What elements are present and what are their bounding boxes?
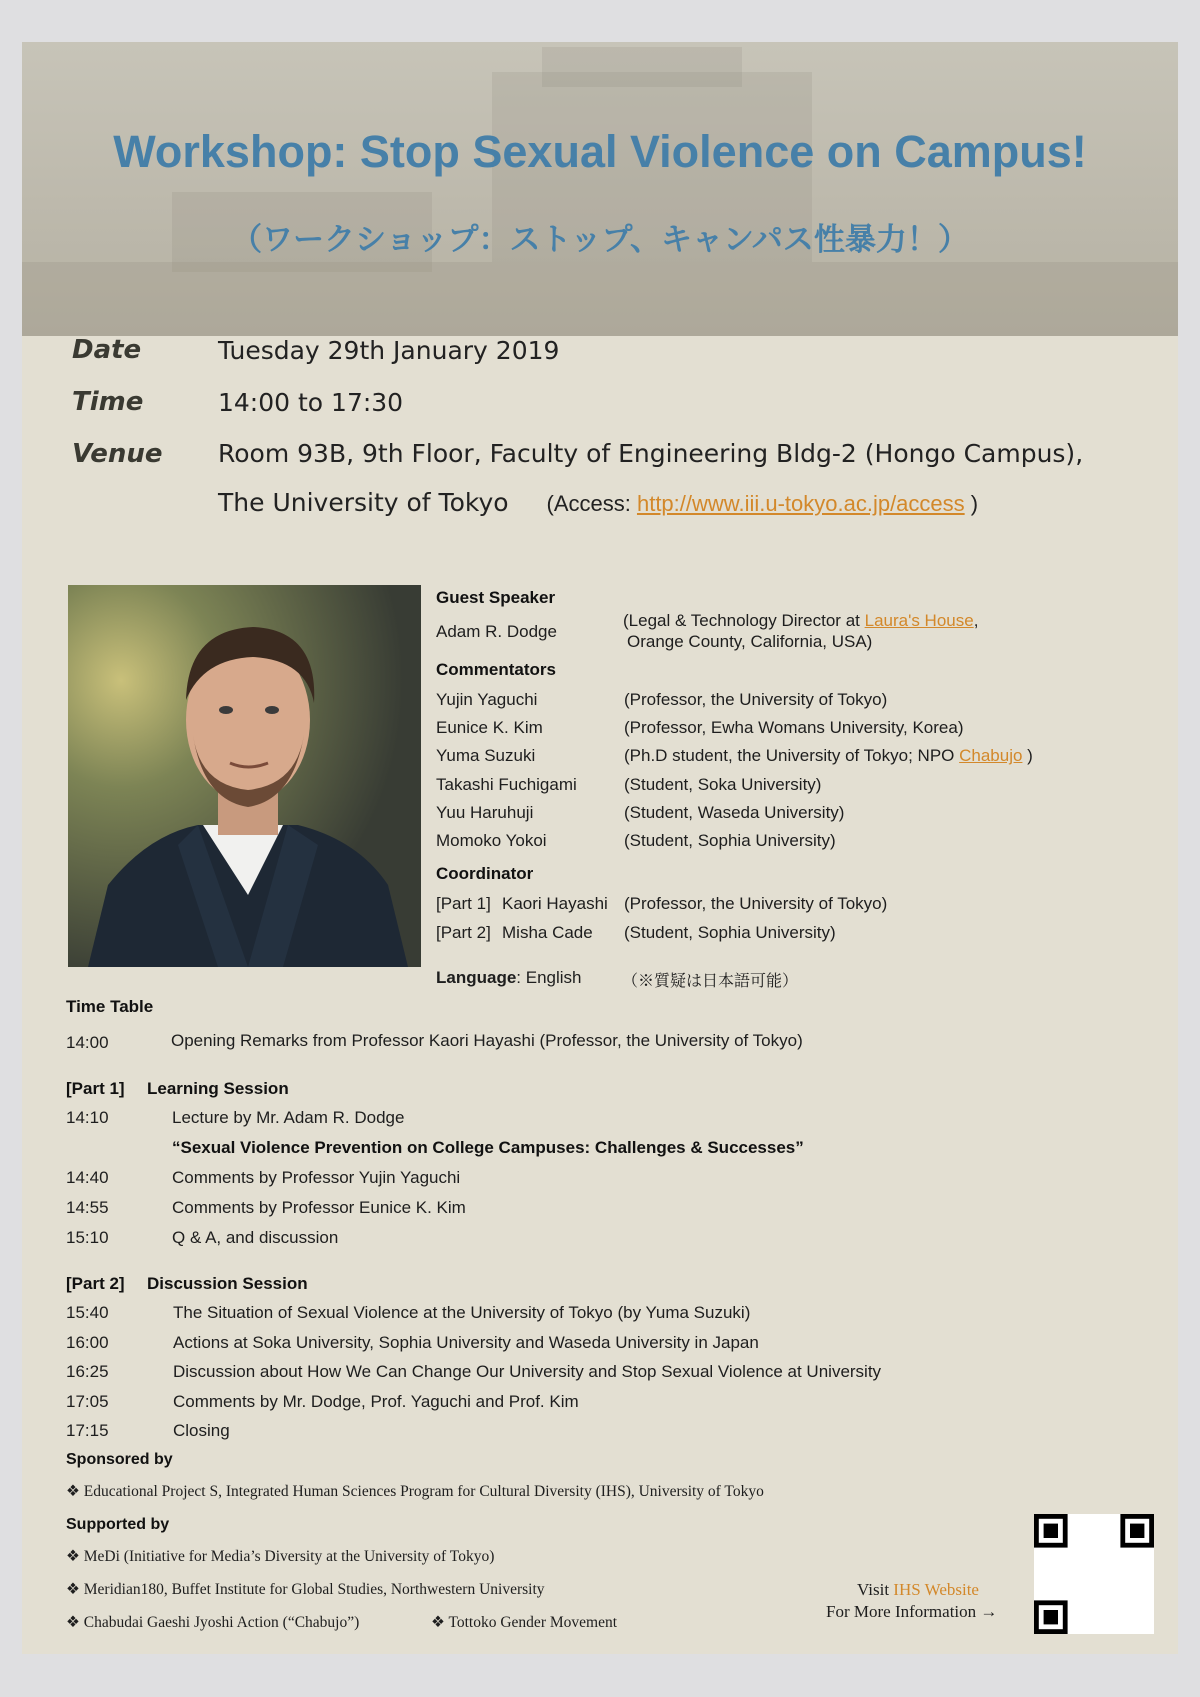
- time-value: 14:00 to 17:30: [218, 388, 404, 417]
- schedule-time: 16:00: [66, 1332, 109, 1352]
- commentators-heading: Commentators: [436, 660, 556, 679]
- lecture-title: “Sexual Violence Prevention on College Campuses: Challenges & Successes”: [172, 1138, 804, 1157]
- coordinator-heading: Coordinator: [436, 864, 534, 883]
- chabujo-link[interactable]: Chabujo: [959, 746, 1023, 766]
- schedule-text: Actions at Soka University, Sophia University and Waseda University in Japan: [173, 1332, 759, 1352]
- coordinator-name: Misha Cade: [502, 922, 593, 942]
- coordinator-role: (Professor, the University of Tokyo): [624, 894, 888, 913]
- time-label: Time: [72, 387, 144, 417]
- access-link[interactable]: http://www.iii.u-tokyo.ac.jp/access: [636, 491, 965, 516]
- language-note: （※質疑は日本語可能）: [622, 973, 799, 990]
- schedule-time: 15:10: [66, 1228, 109, 1247]
- speaker-photo: [68, 585, 421, 967]
- commentator-name: Yuma Suzuki: [436, 746, 536, 766]
- commentator-role: [624, 746, 1033, 766]
- coordinator-role: (Student, Sophia University): [624, 922, 836, 942]
- supported-heading: Supported by: [66, 1516, 170, 1533]
- date-label: Date: [72, 335, 142, 365]
- sponsored-heading: Sponsored by: [66, 1451, 173, 1468]
- guest-speaker-role: [623, 611, 978, 631]
- schedule-text: Lecture by Mr. Adam R. Dodge: [172, 1108, 405, 1127]
- commentator-role-suffix: ): [1022, 746, 1033, 766]
- venue-label: Venue: [72, 439, 163, 469]
- commentator-role: [624, 803, 844, 823]
- supporter-item: ❖ Chabudai Gaeshi Jyoshi Action (“Chabujo”): [66, 1614, 360, 1631]
- commentator-role: [624, 690, 887, 710]
- commentator-role: [624, 831, 836, 851]
- venue-line-2-text: The University of Tokyo: [218, 488, 509, 517]
- opening-text: Opening Remarks from Professor Kaori Hayashi (Professor, the University of Tokyo): [171, 1031, 803, 1050]
- access-suffix: ): [964, 491, 979, 516]
- access-info: [547, 491, 979, 516]
- schedule-text: Comments by Mr. Dodge, Prof. Yaguchi and Prof. Kim: [173, 1391, 579, 1411]
- supporter-item: ❖ Tottoko Gender Movement: [431, 1614, 618, 1631]
- poster: [22, 42, 1178, 1654]
- more-info-text: For More Information →: [826, 1602, 998, 1621]
- venue-line-2: [218, 488, 978, 517]
- coordinator-part: [Part 2]: [436, 922, 491, 942]
- schedule-text: Comments by Professor Eunice K. Kim: [172, 1198, 466, 1217]
- commentator-name: Momoko Yokoi: [436, 831, 547, 850]
- schedule-text: Comments by Professor Yujin Yaguchi: [172, 1168, 461, 1187]
- commentator-role-text: (Ph.D student, the University of Tokyo; NPO: [624, 746, 960, 766]
- visit-website: [857, 1580, 979, 1600]
- date-value: Tuesday 29th January 2019: [218, 336, 560, 365]
- schedule-time: 14:10: [66, 1108, 109, 1127]
- schedule-time: 15:40: [66, 1303, 109, 1322]
- schedule-time: 17:15: [66, 1421, 109, 1441]
- commentator-name: Yujin Yaguchi: [436, 690, 538, 709]
- commentator-role-text: (Student, Soka University): [624, 774, 822, 794]
- commentator-name: Takashi Fuchigami: [436, 774, 577, 794]
- ihs-website-link[interactable]: IHS Website: [893, 1580, 979, 1599]
- schedule-time: 14:40: [66, 1168, 109, 1187]
- guest-role-prefix: (Legal & Technology Director at: [623, 611, 865, 630]
- lauras-house-link[interactable]: Laura's House: [864, 611, 974, 630]
- commentator-role-text: (Professor, the University of Tokyo): [624, 690, 888, 709]
- timetable-heading: Time Table: [66, 997, 154, 1016]
- commentator-role-text: (Student, Sophia University): [624, 831, 836, 850]
- language-label: Language: [436, 968, 517, 987]
- commentator-role-text: (Student, Waseda University): [624, 802, 845, 822]
- access-prefix: (Access:: [546, 491, 637, 516]
- part1-title: Learning Session: [147, 1079, 289, 1098]
- schedule-text: Q & A, and discussion: [172, 1228, 339, 1247]
- part2-label: [Part 2]: [66, 1274, 125, 1293]
- guest-speaker-name: Adam R. Dodge: [436, 622, 557, 641]
- title-english: Workshop: Stop Sexual Violence on Campus!: [113, 126, 1087, 177]
- language-value: : English: [516, 968, 582, 987]
- supporter-item: ❖ MeDi (Initiative for Media’s Diversity at the University of Tokyo): [66, 1548, 495, 1565]
- visit-prefix: Visit: [857, 1580, 894, 1599]
- coordinator-part: [Part 1]: [436, 894, 491, 913]
- schedule-time: 16:25: [66, 1362, 109, 1382]
- guest-role-suffix: ,: [973, 611, 979, 630]
- background-trees: [22, 262, 1178, 336]
- commentator-role-text: (Professor, Ewha Womans University, Korea): [624, 718, 964, 738]
- commentator-name: Eunice K. Kim: [436, 718, 543, 738]
- header-banner: [22, 42, 1178, 336]
- speaker-portrait-illustration: [68, 585, 421, 967]
- sponsor-item: ❖ Educational Project S, Integrated Human Sciences Program for Cultural Diversity (IHS), University of Tokyo: [66, 1483, 764, 1500]
- commentator-name: Yuu Haruhuji: [436, 802, 534, 822]
- schedule-text: Closing: [173, 1421, 230, 1441]
- coordinator-name: Kaori Hayashi: [502, 894, 608, 913]
- schedule-time: 17:05: [66, 1391, 109, 1411]
- title-japanese: （ワークショップ：ストップ、キャンパス性暴力！）: [231, 222, 969, 257]
- schedule-time: 14:55: [66, 1198, 109, 1217]
- qr-code-icon[interactable]: [1034, 1514, 1154, 1634]
- schedule-text: Discussion about How We Can Change Our University and Stop Sexual Violence at University: [173, 1362, 882, 1382]
- commentator-role: [624, 775, 821, 795]
- language-line: [436, 968, 582, 988]
- commentator-role: [624, 718, 964, 738]
- background-building-top: [542, 47, 742, 87]
- opening-time: 14:00: [66, 1033, 109, 1052]
- part1-label: [Part 1]: [66, 1079, 125, 1098]
- schedule-text: The Situation of Sexual Violence at the University of Tokyo (by Yuma Suzuki): [173, 1303, 751, 1322]
- supporter-item: ❖ Meridian180, Buffet Institute for Global Studies, Northwestern University: [66, 1581, 545, 1598]
- guest-speaker-heading: Guest Speaker: [436, 588, 556, 607]
- part2-title: Discussion Session: [147, 1274, 308, 1293]
- guest-speaker-role-line2: Orange County, California, USA): [627, 632, 873, 651]
- venue-line-1: Room 93B, 9th Floor, Faculty of Engineering Bldg-2 (Hongo Campus),: [218, 439, 1084, 468]
